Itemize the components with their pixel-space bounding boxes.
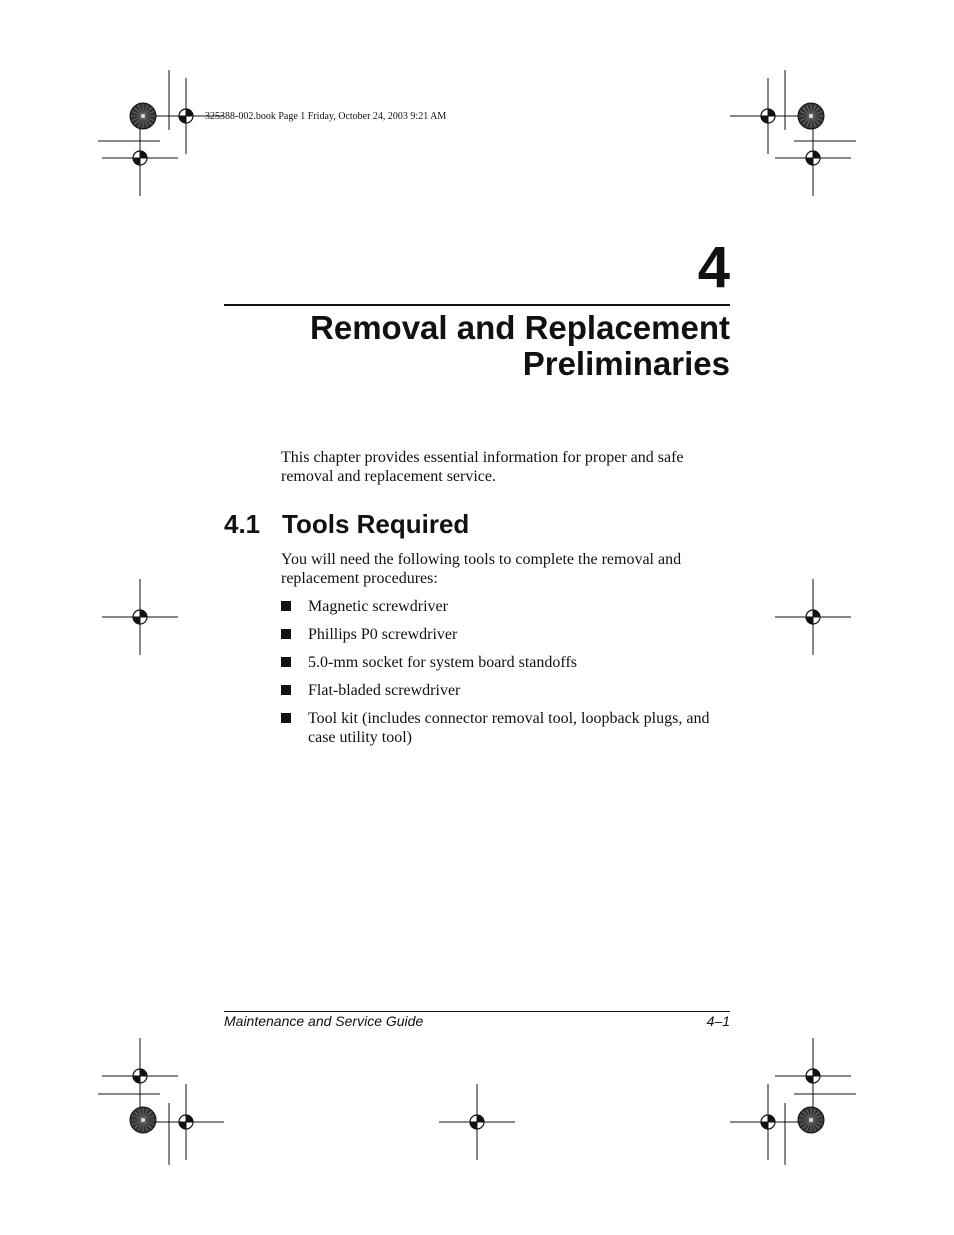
page-number: 4–1 [706,1013,730,1029]
list-item-text: Magnetic screwdriver [308,598,448,615]
chapter-title [210,310,730,382]
list-item-text: Phillips P0 screwdriver [308,626,458,643]
square-bullet-icon [281,685,291,695]
print-header: 325388-002.book Page 1 Friday, October 24, 2003 9:21 AM [205,111,447,122]
list-item-text: Tool kit (includes connector removal tool, loopback plugs, and case utility tool) [308,710,710,746]
section-title: Tools Required [282,509,470,539]
section-heading [224,508,469,540]
tools-list [281,597,731,756]
list-item [281,653,731,672]
chapter-title-line-1: Removal and Replacement [310,309,730,346]
section-number: 4.1 [224,509,261,539]
list-item [281,681,731,700]
list-item [281,625,731,644]
square-bullet-icon [281,629,291,639]
chapter-number: 4 [697,235,730,300]
chapter-rule [224,304,730,306]
square-bullet-icon [281,601,291,611]
chapter-title-line-2: Preliminaries [522,345,730,382]
list-item [281,597,731,616]
footer-rule [224,1011,730,1012]
section-lead-paragraph: You will need the following tools to complete the removal and replacement procedures: [281,551,682,587]
intro-paragraph: This chapter provides essential information for proper and safe removal and replacement service. [281,449,684,485]
square-bullet-icon [281,657,291,667]
square-bullet-icon [281,713,291,723]
list-item-text: 5.0-mm socket for system board standoffs [308,654,577,671]
footer-title: Maintenance and Service Guide [224,1013,424,1029]
list-item [281,709,731,747]
list-item-text: Flat-bladed screwdriver [308,682,461,699]
